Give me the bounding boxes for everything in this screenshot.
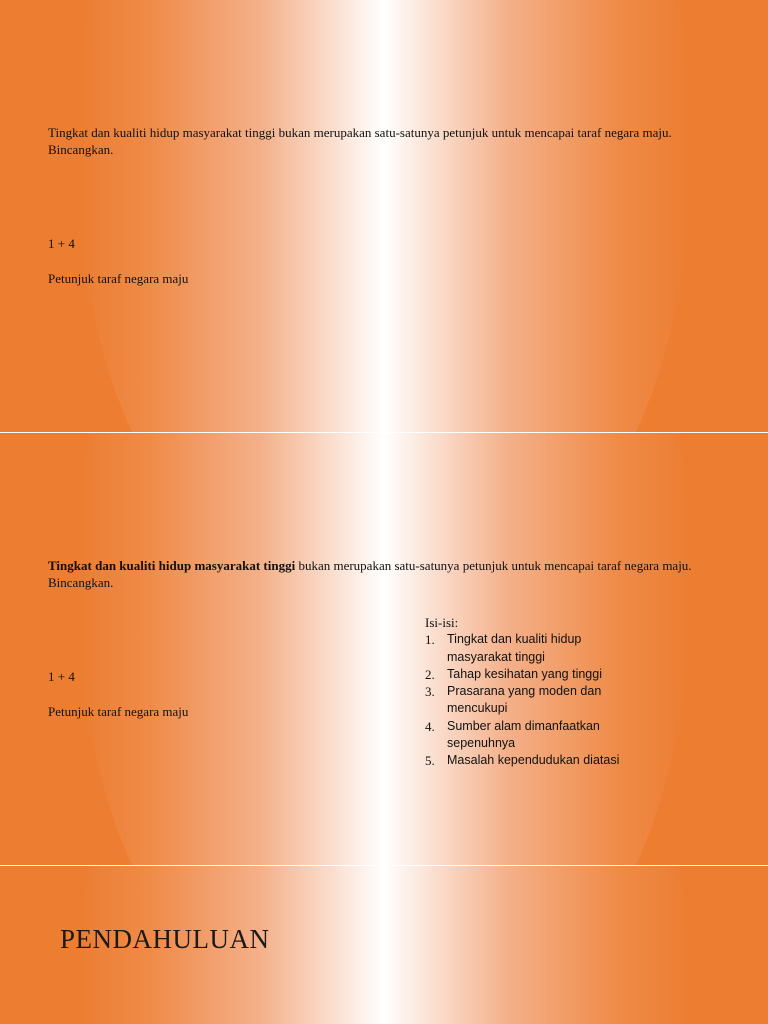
subject-text: Petunjuk taraf negara maju [48,271,189,286]
formula-text: 1 + 4 [48,669,75,684]
contents-heading: Isi-isi: [425,615,459,630]
slide-background [0,433,768,865]
list-item [425,631,645,666]
list-item [425,718,645,753]
contents-list [425,631,645,769]
question-text: Tingkat dan kualiti hidup masyarakat tinggi bukan merupakan satu-satunya petunjuk untuk mencapai taraf negara maju. Bincangkan. [48,125,672,157]
list-item-number: 1. [425,632,435,648]
list-item [425,683,645,718]
slide-background [0,0,768,432]
question-text [48,557,708,591]
list-item-text: Prasarana yang moden dan mencukupi [447,684,602,716]
list-item-text: Tahap kesihatan yang tinggi [447,666,602,681]
formula-text: 1 + 4 [48,236,75,251]
list-item-number: 5. [425,753,435,769]
list-item [425,666,645,683]
list-item-number: 3. [425,684,435,700]
list-item-text: Masalah kependudukan diatasi [447,753,620,768]
slide-3[interactable] [0,866,768,1024]
slide-1[interactable] [0,0,768,432]
slide-title: PENDAHULUAN [60,924,270,954]
list-item-text: Sumber alam dimanfaatkan sepenuhnya [447,718,600,751]
list-item-number: 2. [425,666,435,682]
question-rest-text: bukan merupakan satu-satunya petunjuk untuk mencapai taraf negara maju. Bincangkan. [48,558,692,590]
list-item-number: 4. [425,718,435,734]
question-bold-text: Tingkat dan kualiti hidup masyarakat tinggi [48,558,296,573]
contents-box [425,614,645,770]
slide-2[interactable] [0,433,768,865]
subject-text: Petunjuk taraf negara maju [48,704,189,719]
list-item-text: Tingkat dan kualiti hidup masyarakat tinggi [447,632,582,664]
list-item [425,752,645,769]
